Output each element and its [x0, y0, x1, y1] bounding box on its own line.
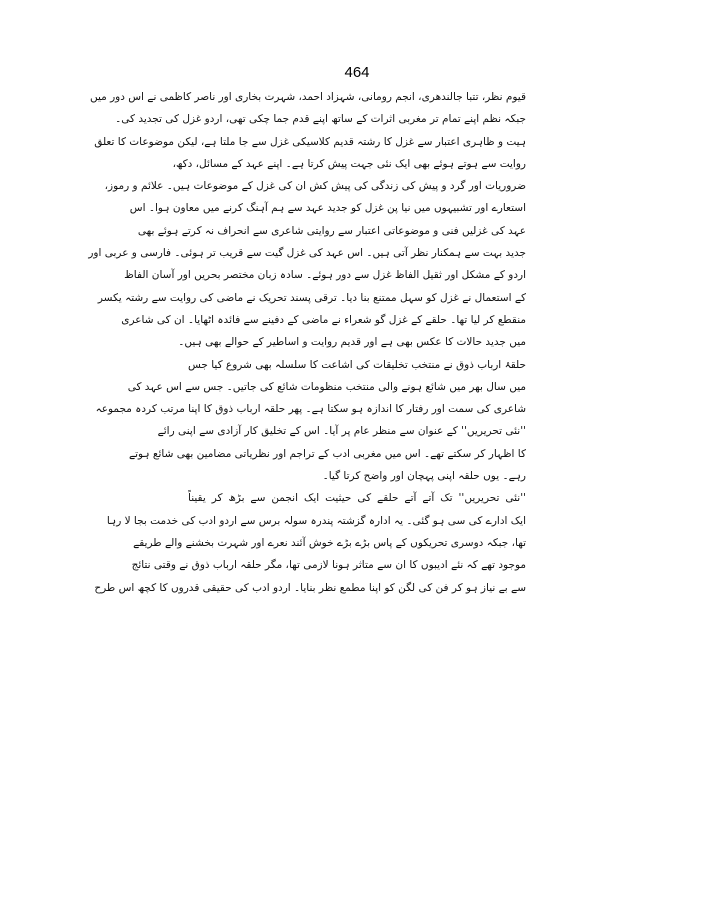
text-line: منقطع کر لیا تھا۔ حلقے کے غزل گو شعراء نے ماضی کے دفینے سے فائدہ اٹھایا۔ ان کی شاعری: [121, 313, 526, 326]
text-line: عہد کی غزلیں فنی و موضوعاتی اعتبار سے روایتی شاعری سے انحراف نہ کرتے ہوئے بھی: [137, 224, 526, 237]
body-text: [88, 86, 526, 599]
text-line: حلقۂ ارباب ذوق نے منتخب تخلیقات کی اشاعت کا سلسلہ بھی شروع کیا جس: [188, 358, 526, 371]
text-line: ''نئی تحریریں'' کے عنوان سے منظر عام پر آیا۔ اس کے تخلیق کار آزادی سے اپنی رائے: [157, 425, 526, 438]
text-line: جدید بہت سے ہمکنار نظر آتی ہیں۔ اس عہد کی غزل گیت سے قریب تر ہوئی۔ فارسی و عربی اور: [88, 247, 526, 260]
text-line: استعارے اور تشبیہوں میں نیا پن غزل کو جدید عہد سے ہم آہنگ کرنے میں معاون ہوا۔ اس: [129, 202, 526, 215]
text-line: ایک ادارے کی سی ہو گئی۔ یہ ادارہ گزشتہ پندرہ سولہ برس سے اردو ادب کی خدمت بجا لا رہا: [106, 514, 526, 527]
paragraph-1: [88, 86, 526, 354]
text-line: اردو کے مشکل اور ثقیل الفاظ غزل سے دور ہوئے۔ سادہ زبان مختصر بحریں اور آسان الفاظ: [124, 269, 526, 282]
text-line: رہے۔ یوں حلقہ اپنی پہچان اور واضح کرتا گیا۔: [322, 470, 526, 483]
text-line: سے بے نیاز ہو کر فن کی لگن کو اپنا مطمع نظر بنایا۔ اردو ادب کی حقیقی قدروں کا کچھ اس طرح: [94, 581, 526, 594]
text-line: کے استعمال نے غزل کو سہل ممتنع بنا دیا۔ ترقی پسند تحریک نے ماضی کی روایت سے رشتہ یکسر: [97, 291, 526, 304]
text-line: روایت سے ہوتے ہوئے بھی ایک نئی جہت پیش کرتا ہے۔ اپنے عہد کے مسائل، دکھ،: [172, 157, 526, 170]
text-line: ہیت و ظاہری اعتبار سے غزل کا رشتہ قدیم کلاسیکی غزل سے جا ملتا ہے، لیکن موضوعات کا تعلق: [94, 135, 526, 148]
paragraph-2: [95, 354, 526, 488]
paragraph-3: [94, 487, 526, 598]
text-line: تھا، جبکہ دوسری تحریکوں کے پاس بڑے بڑے خوش آئند نعرے اور شہرت بخشنے والے طریقے: [133, 536, 526, 549]
text-line: ضروریات اور گرد و پیش کی زندگی کی پیش کش ان کی غزل کے موضوعات ہیں۔ علائم و رموز،: [104, 180, 526, 193]
page-number: 464: [344, 64, 370, 81]
text-line: ''نئی تحریریں'' تک آتے آتے حلقے کی حیثیت ایک انجمن سے بڑھ کر یقیناً: [188, 492, 526, 505]
text-line: قیوم نظر، تتبا جالندھری، انجم رومانی، شہزاد احمد، شہرت بخاری اور ناصر کاظمی نے اس دور میں: [89, 91, 526, 103]
text-line: میں جدید حالات کا عکس بھی ہے اور قدیم روایت و اساطیر کے حوالے بھی ہیں۔: [178, 336, 526, 349]
text-line: میں سال بھر میں شائع ہونے والی منتخب منظومات شائع کی جاتیں۔ جس سے اس عہد کی: [127, 380, 526, 393]
text-line: موجود تھے کہ نئے ادیبوں کا ان سے متاثر ہونا لازمی تھا، مگر حلقہ ارباب ذوق نے وقتی نتائج: [131, 559, 526, 572]
text-line: کا اظہار کر سکتے تھے۔ اس میں مغربی ادب کے تراجم اور نظریاتی مضامین بھی شائع ہوتے: [128, 447, 526, 460]
text-line: شاعری کی سمت اور رفتار کا اندازہ ہو سکتا ہے۔ پھر حلقہ ارباب ذوق کا اپنا مرتب کردہ مجموعہ: [95, 403, 526, 416]
text-line: جبکہ نظم اپنے تمام تر مغربی اثرات کے ساتھ اپنے قدم جما چکی تھی، اردو غزل کی تجدید کی۔: [115, 113, 526, 126]
